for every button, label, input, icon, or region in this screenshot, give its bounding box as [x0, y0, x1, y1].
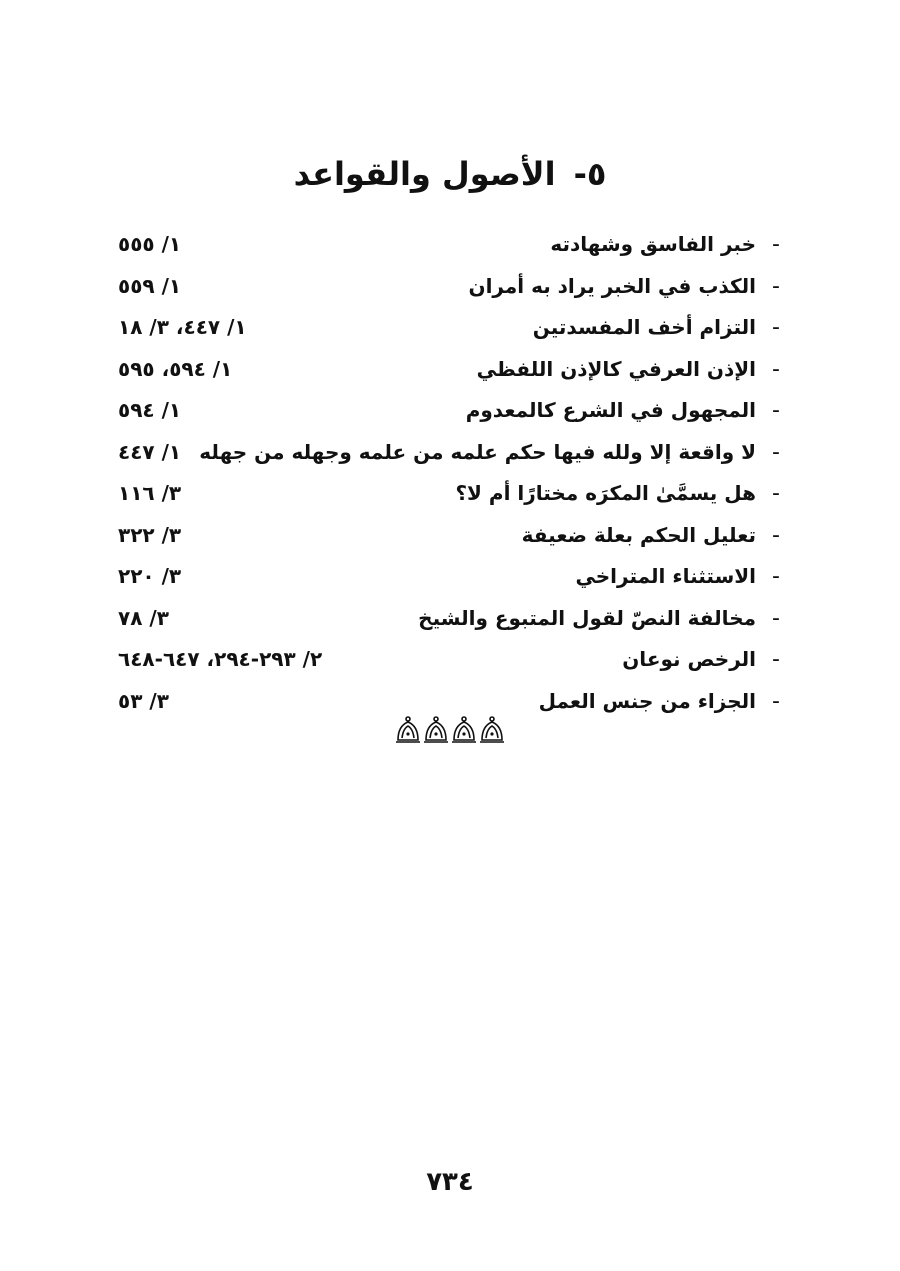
- entry-term: مخالفة النصّ لقول المتبوع والشيخ: [418, 605, 756, 630]
- entry-reference: ١/ ٥٥٩: [118, 273, 182, 298]
- list-item: [118, 390, 780, 432]
- entry-reference: ١/ ٤٤٧، ٣/ ١٨: [118, 315, 247, 339]
- index-list: [118, 224, 780, 722]
- entry-marker: -: [772, 398, 780, 423]
- entry-term: الكذب في الخبر يراد به أمران: [468, 273, 756, 298]
- entry-marker: -: [772, 688, 780, 714]
- entry-term: الجزاء من جنس العمل: [538, 688, 756, 713]
- list-item: [118, 556, 780, 598]
- list-item: [118, 307, 780, 349]
- section-number: ٥-: [573, 155, 607, 193]
- entry-marker: -: [772, 564, 780, 589]
- list-item: [118, 639, 780, 681]
- entry-marker: -: [772, 356, 780, 382]
- entry-marker: -: [772, 647, 780, 672]
- entry-term: الرخص نوعان: [622, 647, 756, 671]
- entry-term: تعليل الحكم بعلة ضعيفة: [521, 522, 756, 547]
- flourish-graphic: [394, 714, 506, 744]
- entry-reference: ٣/ ٧٨: [118, 605, 169, 630]
- entry-term: الاستثناء المتراخي: [575, 564, 756, 588]
- entry-reference: ١/ ٤٤٧: [118, 439, 182, 464]
- entry-reference: ٣/ ٢٢٠: [118, 564, 182, 588]
- entry-marker: -: [772, 273, 780, 299]
- decorative-flourish-icon: [394, 714, 506, 744]
- entry-term: لا واقعة إلا ولله فيها حكم علمه من علمه وجهله من جهله: [199, 439, 756, 464]
- entry-reference: ١/ ٥٩٤، ٥٩٥: [118, 356, 233, 381]
- list-item: [118, 349, 780, 391]
- entry-term: المجهول في الشرع كالمعدوم: [465, 398, 756, 422]
- entry-term: الإذن العرفي كالإذن اللفظي: [476, 356, 756, 381]
- list-item: [118, 266, 780, 308]
- entry-term: التزام أخف المفسدتين: [532, 315, 756, 339]
- entry-reference: ١/ ٥٥٥: [118, 232, 182, 256]
- entry-marker: -: [772, 605, 780, 631]
- page-number: ٧٣٤: [426, 1167, 474, 1197]
- list-item: [118, 432, 780, 474]
- entry-marker: -: [772, 481, 780, 506]
- section-title: الأصول والقواعد: [293, 155, 556, 193]
- entry-term: هل يسمَّىٰ المكرَه مختارًا أم لا؟: [455, 481, 756, 505]
- entry-marker: -: [772, 439, 780, 465]
- entry-marker: -: [772, 522, 780, 548]
- list-item: [118, 598, 780, 640]
- entry-term: خبر الفاسق وشهادته: [550, 232, 756, 256]
- section-heading: [0, 150, 900, 198]
- entry-reference: ٣/ ٣٢٢: [118, 522, 182, 547]
- list-item: [118, 473, 780, 515]
- entry-marker: -: [772, 232, 780, 257]
- entry-marker: -: [772, 315, 780, 340]
- entry-reference: ٣/ ١١٦: [118, 481, 182, 505]
- list-item: [118, 224, 780, 266]
- list-item: [118, 515, 780, 557]
- entry-reference: ٣/ ٥٣: [118, 688, 169, 713]
- entry-reference: ١/ ٥٩٤: [118, 398, 182, 422]
- entry-reference: ٢/ ٢٩٣-٢٩٤، ٦٤٧-٦٤٨: [118, 647, 323, 671]
